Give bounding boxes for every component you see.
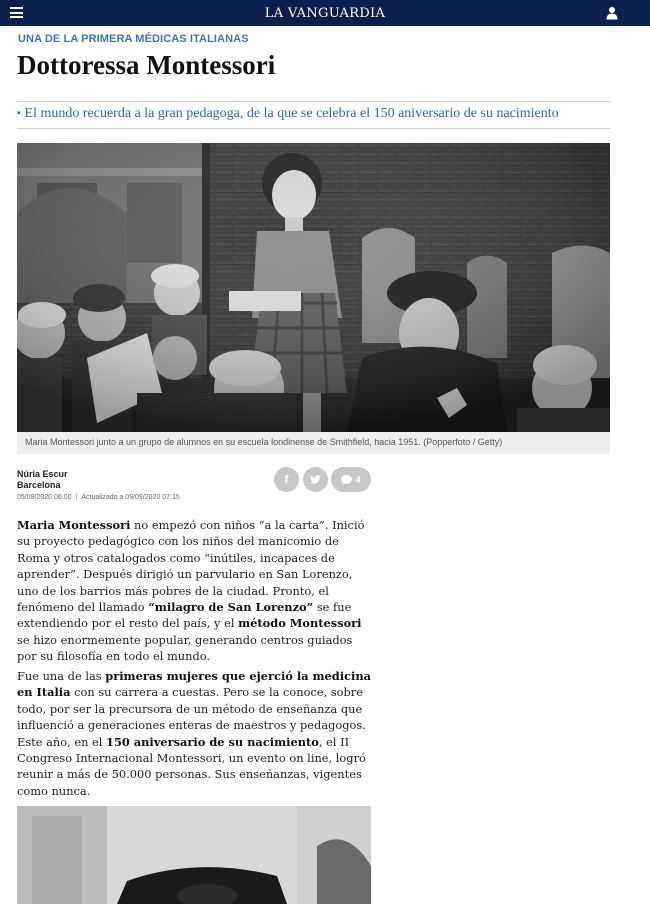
paragraph-text: con su carrera a cuestas. Pero se la conoce, sobre todo, por ser la precursora de un método de enseñanza que influenció a generaciones enteras de maestros y pedagogos. Este año, en el xyxy=(17,685,366,749)
paragraph-bold: 150 aniversario de su nacimiento xyxy=(106,734,319,749)
article-main-photo[interactable] xyxy=(17,143,610,432)
facebook-icon: f xyxy=(284,473,289,486)
site-logo[interactable]: LA VANGUARDIA xyxy=(264,5,386,21)
paragraph-bold: primeras mujeres que ejerció la medicina en Italia xyxy=(17,669,372,700)
article-dates xyxy=(17,494,180,501)
paragraph-text: , el II Congreso Internacional Montessori, un evento on line, logró reunir a más de 50.000 personas. Sus enseñanzas, vigentes como nunca. xyxy=(17,734,366,798)
article-paragraph xyxy=(17,668,373,799)
bullet-icon: ▪ xyxy=(17,108,21,119)
share-twitter-button[interactable] xyxy=(303,467,328,492)
paragraph-bold: “milagro de San Lorenzo” xyxy=(148,600,314,615)
photo-caption: Maria Montessori junto a un grupo de alumnos en su escuela londinense de Smithfield, hacia 1951. (Popperfoto / Getty) xyxy=(17,432,610,454)
photo-illustration xyxy=(17,143,610,432)
article-title: Dottoressa Montessori xyxy=(17,50,276,80)
author-location: Barcelona xyxy=(17,480,61,490)
paragraph-text: no empezó con niños “a la carta”. Inició su proyecto pedagógico con los niños del manicomio de Roma y otros catalogados como “inútiles, incapaces de aprender”. Después dirigió un parvulario en San Lorenzo, uno de los barrios más pobres de la ciudad. Pronto, el fenómeno del llamado xyxy=(17,518,365,615)
article-second-photo[interactable] xyxy=(17,806,371,904)
photo-illustration xyxy=(17,806,371,904)
top-navigation-bar xyxy=(0,0,650,26)
comments-button[interactable] xyxy=(331,467,371,492)
twitter-icon xyxy=(310,475,321,484)
author-name[interactable]: Núria Escur xyxy=(17,469,68,479)
date-separator: | xyxy=(75,494,78,501)
article-paragraph xyxy=(17,517,373,665)
paragraph-text: Fue una de las xyxy=(17,669,106,683)
paragraph-text: se hizo enormemente popular, generando centros guiados por su filosofía en todo el mundo. xyxy=(17,632,353,664)
paragraph-text: se fue extendiendo por el resto del país, y el xyxy=(17,600,352,631)
divider xyxy=(17,101,610,102)
byline xyxy=(17,469,68,491)
paragraph-bold: método Montessori xyxy=(238,616,362,631)
paragraph-bold: Maria Montessori xyxy=(17,518,131,532)
comment-icon xyxy=(341,475,352,485)
share-facebook-button[interactable] xyxy=(274,467,299,492)
hamburger-menu-icon[interactable] xyxy=(10,7,23,18)
subtitle-text: El mundo recuerda a la gran pedagoga, de la que se celebra el 150 aniversario de su nacimiento xyxy=(24,106,559,121)
article-subtitle xyxy=(17,106,610,122)
divider xyxy=(17,128,610,129)
comments-count: 4 xyxy=(355,474,361,485)
published-date: 05/09/2020 06:00 xyxy=(17,494,72,501)
updated-date: Actualizado a 09/09/2020 07:15 xyxy=(81,494,180,501)
article-kicker[interactable]: UNA DE LA PRIMERA MÉDICAS ITALIANAS xyxy=(18,33,249,45)
user-icon[interactable] xyxy=(606,6,618,20)
